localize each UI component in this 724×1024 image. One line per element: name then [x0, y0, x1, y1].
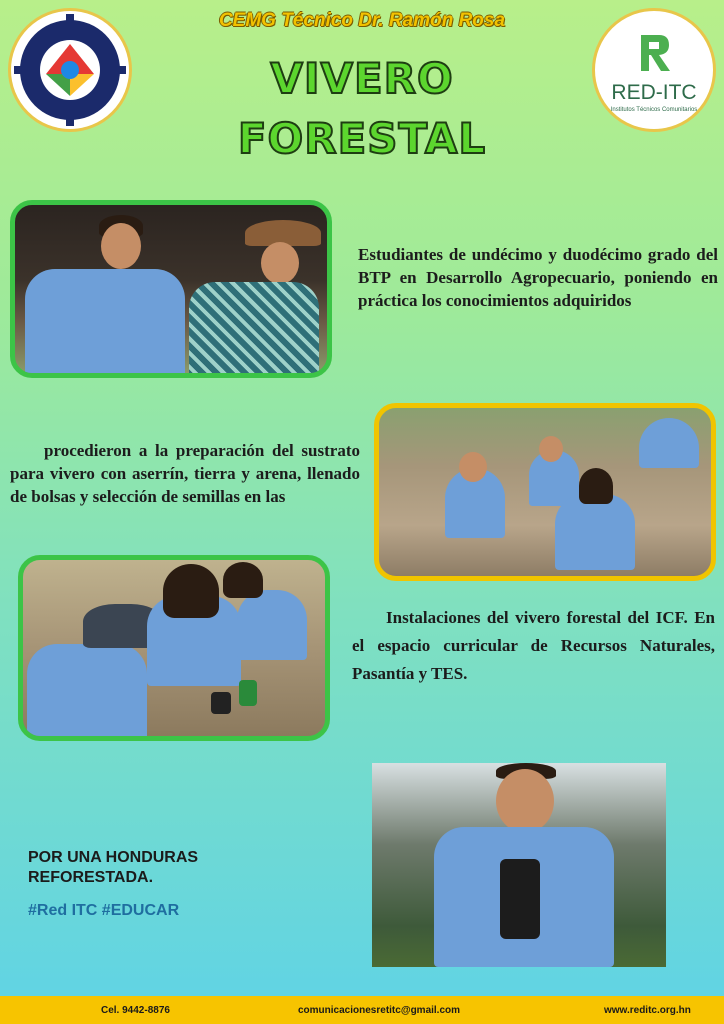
- paragraph-2: procedieron a la preparación del sustrato para vivero con aserrín, tierra y arena, llenado de bolsas y selección de semillas en las: [10, 441, 360, 506]
- photo-students-seedbeds: [10, 200, 332, 378]
- school-seal-logo: [8, 8, 132, 132]
- hashtags: #Red ITC #EDUCAR: [28, 902, 180, 919]
- title-line-1: VIVERO: [270, 54, 454, 103]
- footer-website[interactable]: www.reditc.org.hn: [604, 1005, 691, 1016]
- photo-students-filling-bags: [18, 555, 330, 741]
- title-line-2: FORESTAL: [237, 114, 487, 163]
- paragraph-1: Estudiantes de undécimo y duodécimo grado del BTP en Desarrollo Agropecuario, poniendo en práctica los conocimientos adquiridos: [358, 245, 718, 310]
- red-itc-subtitle: Institutos Técnicos Comunitarios: [610, 107, 698, 113]
- slogan: POR UNA HONDURAS REFORESTADA.: [28, 849, 199, 886]
- footer-phone: Cel. 9442-8876: [101, 1005, 170, 1016]
- red-itc-r-icon: [637, 33, 673, 73]
- footer-email[interactable]: comunicacionesretitc@gmail.com: [298, 1005, 461, 1016]
- footer-bar: [0, 996, 724, 1024]
- paragraph-3: Instalaciones del vivero forestal del ICF. En el espacio curricular de Recursos Naturales, Pasantía y TES.: [352, 608, 715, 683]
- red-itc-brand: RED-ITC: [611, 81, 697, 104]
- photo-students-working-soil: [374, 403, 716, 581]
- photo-student-holding-bag: [372, 763, 666, 967]
- red-itc-logo: [592, 8, 716, 132]
- school-title: CEMG Técnico Dr. Ramón Rosa: [218, 10, 506, 31]
